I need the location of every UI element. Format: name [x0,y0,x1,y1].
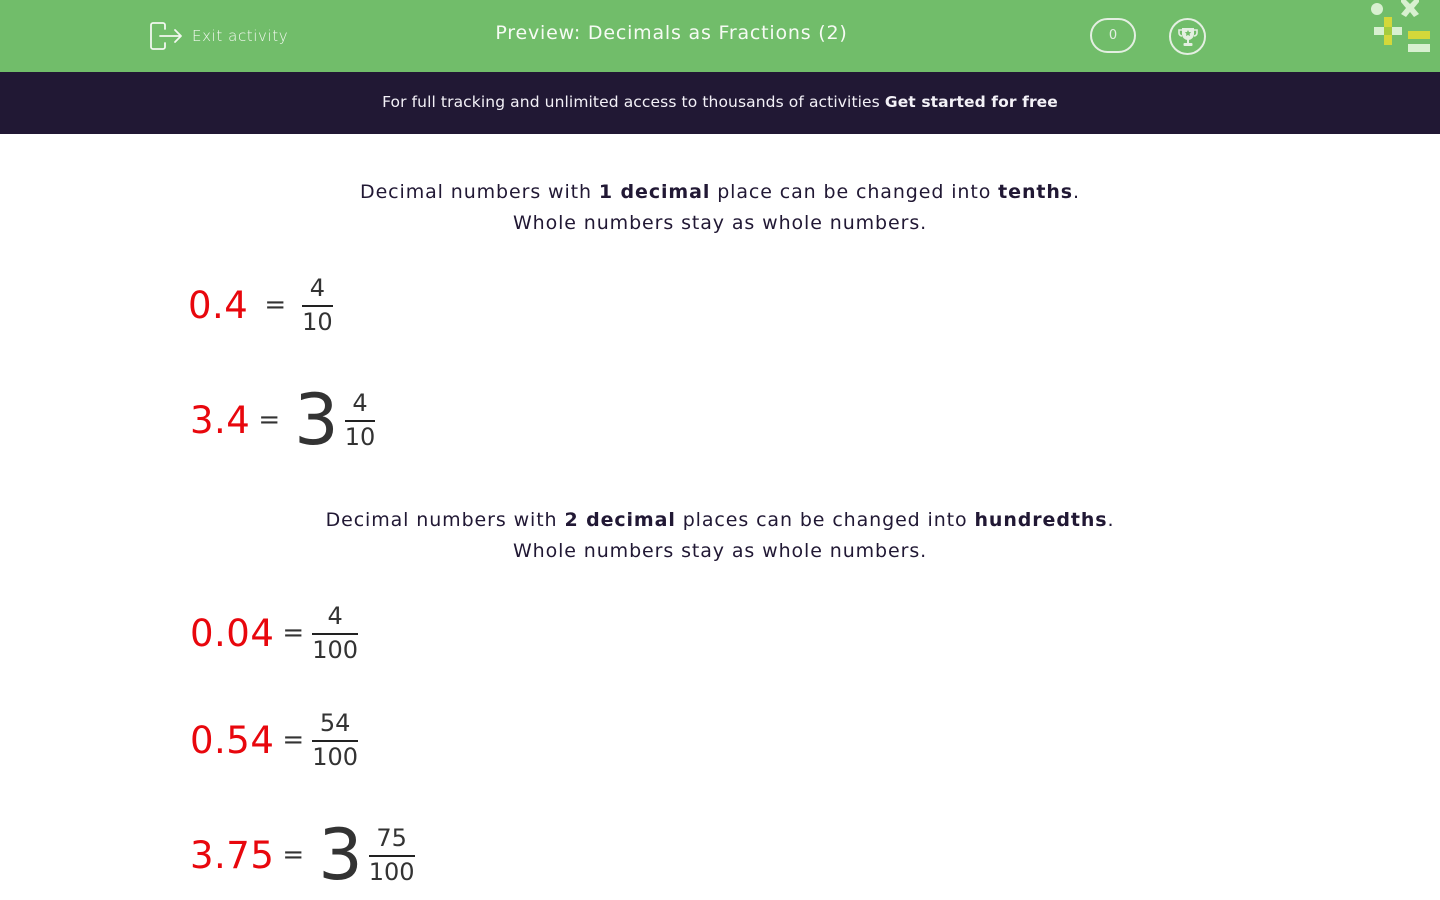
bold-text: 1 decimal [598,181,711,203]
exit-activity-label: Exit activity [192,27,289,45]
numerator: 75 [376,823,407,852]
fraction-bar [302,305,333,307]
denominator: 10 [344,422,376,451]
fraction [369,824,415,887]
denominator: 100 [312,742,358,771]
signup-banner [0,72,1440,134]
numerator: 4 [327,602,343,630]
fraction [345,389,376,452]
explanation-line-1 [0,177,1440,208]
fraction-bar [369,855,415,857]
explanation-line-1 [0,505,1440,536]
decimal-value: 0.54 [190,718,275,762]
bold-text: 2 decimal [564,509,676,531]
fraction-bar [312,740,358,742]
decimal-value: 0.04 [190,611,275,655]
bold-text: hundredths [974,509,1108,531]
denominator: 100 [368,857,415,886]
banner-text: For full tracking and unlimited access to thousands of activities [382,93,880,111]
denominator: 10 [302,307,333,336]
text: Decimal numbers with [360,181,599,203]
text: . [1107,509,1115,531]
decimal-value: 3.75 [190,833,275,877]
bold-text: tenths [998,181,1073,203]
hundredths-explanation [0,505,1440,567]
equals-sign: = [282,840,305,870]
fraction [312,602,358,665]
numerator: 4 [352,388,368,417]
denominator: 100 [312,635,358,664]
decimal-value: 0.4 [188,283,249,327]
example-0-04 [190,602,358,665]
fraction [302,274,333,337]
equals-sign: = [264,290,287,321]
explanation-line-2: Whole numbers stay as whole numbers. [512,212,928,234]
whole-number: 3 [318,814,363,896]
example-3-75 [190,814,415,896]
get-started-link[interactable]: Get started for free [884,93,1058,111]
trophy-icon [1177,26,1199,48]
equals-sign: = [282,618,305,649]
fraction-bar [345,420,376,422]
score-badge: 0 [1090,18,1136,53]
explanation-line-2: Whole numbers stay as whole numbers. [512,540,928,562]
equals-sign: = [258,405,281,435]
trophy-button[interactable] [1169,18,1206,55]
example-0-4 [188,274,333,337]
page-title: Preview: Decimals as Fractions (2) [495,22,848,44]
example-0-54 [190,709,358,772]
fraction-bar [312,633,358,635]
maths-logo-icon [1368,0,1440,60]
numerator: 4 [309,274,326,302]
example-3-4 [190,379,376,461]
text: Decimal numbers with [325,509,565,531]
equals-sign: = [282,725,305,756]
fraction [312,709,358,772]
text: place can be changed into [710,181,999,203]
text: . [1073,181,1080,203]
text: places can be changed into [675,509,975,531]
tenths-explanation [0,177,1440,239]
numerator: 54 [319,709,351,737]
decimal-value: 3.4 [190,398,251,442]
whole-number: 3 [294,379,339,461]
top-bar [0,0,1440,72]
